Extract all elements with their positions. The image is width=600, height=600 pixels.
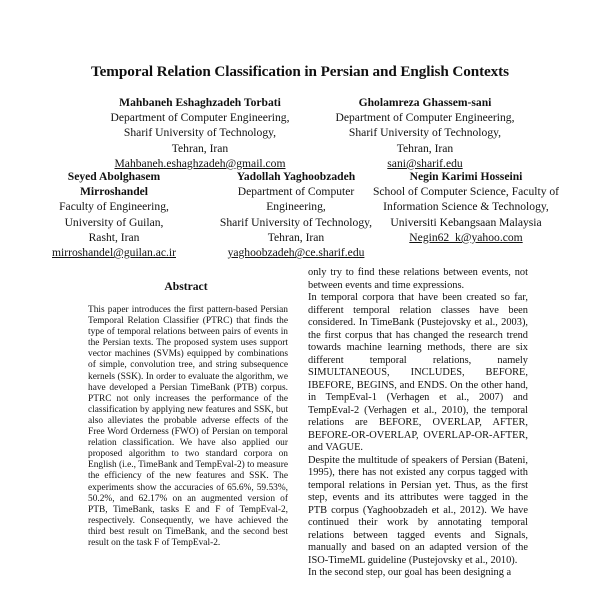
- body-paragraph: In the second step, our goal has been designing a: [308, 567, 512, 578]
- author-email-link[interactable]: yaghoobzadeh@ce.sharif.edu: [227, 246, 365, 260]
- author-affiliation-line: Tehran, Iran: [171, 141, 229, 155]
- body-paragraph: only try to find these relations between events, not between events and time expressions.: [308, 267, 528, 291]
- author-name: Mahbaneh Eshaghzadeh Torbati: [119, 96, 281, 109]
- author-block: [210, 169, 382, 260]
- author-affiliation-line: Department of Computer Engineering,: [237, 185, 355, 214]
- body-paragraph: In temporal corpora that have been created so far, different temporal relation classes have been considered. In TimeBank (Pustejovsky et al., 2003), the first corpus that has changed the research trend towards machine learning methods, there are six different temporal relations, namely SIMULTANEOUS, INCLUDES, BEFORE, IBEFORE, BEGINS, and ENDS. On the other hand, in TempEval-1 (Verhagen et al., 2007) and TempEval-2 (Verhagen et al., 2010), the temporal relations are BEFORE, OVERLAP, AFTER, BEFORE-OR-OVERLAP, OVERLAP-OR-AFTER, and VAGUE.: [308, 292, 528, 453]
- author-affiliation-line: Department of Computer Engineering,: [110, 111, 290, 125]
- author-block: [80, 95, 320, 171]
- abstract-heading: Abstract: [164, 280, 208, 293]
- author-name: Yadollah Yaghoobzadeh: [236, 170, 356, 183]
- paper-title: Temporal Relation Classification in Persian and English Contexts: [91, 63, 509, 80]
- author-block: [300, 95, 550, 171]
- author-block: [44, 169, 184, 260]
- author-email-link[interactable]: Negin62_k@yahoo.com: [409, 230, 523, 244]
- author-affiliation-line: University of Guilan,: [64, 215, 164, 229]
- author-affiliation-line: Department of Computer Engineering,: [335, 111, 515, 125]
- body-column: [308, 267, 528, 580]
- author-affiliation-line: Sharif University of Technology,: [123, 126, 277, 140]
- abstract-text: This paper introduces the first pattern-based Persian Temporal Relation Classifier (PTRC) that finds the type of temporal relations between pairs of events in the Persian texts. The proposed system uses support vector machines (SVMs) equipped by combinations of simple, convolution tree, and string subsequence kernels (SSK). In order to evaluate the algorithm, we have developed a Persian TimeBank (PTB) corpus. PTRC not only increases the performance of the classification by applying new features and SSK, but also alleviates the probable adverse effects of the Free Word Orderness (FWO) of Persian on temporal relation classification. We have also applied our proposed algorithm to two standard corpora on English (i.e., TimeBank and TempEval-2) to measure the efficiency of the new features and SSK. The experiments show the accuracies of 65.6%, 59.53%, 50.2%, and 62.17% on an augmented version of PTB, TimeBank, tasks E and F of TempEval-2, respectively. Consequently, we have achieved the third best result on TimeBank, and the second best result on the task F of TempEval-2.: [88, 305, 288, 548]
- author-email-link[interactable]: sani@sharif.edu: [387, 156, 463, 170]
- author-affiliation-line: Rasht, Iran: [88, 230, 140, 244]
- author-affiliation-line: Sharif University of Technology,: [348, 126, 502, 140]
- author-name: Negin Karimi Hosseini: [409, 170, 523, 183]
- author-email-link[interactable]: mirroshandel@guilan.ac.ir: [52, 246, 176, 260]
- author-name: Gholamreza Ghassem-sani: [358, 96, 492, 109]
- author-affiliation-line: Tehran, Iran: [396, 141, 454, 155]
- author-affiliation-line: School of Computer Science, Faculty of Information Science & Technology, Universiti Kebangsaan Malaysia: [372, 185, 560, 229]
- author-email-link[interactable]: Mahbaneh.eshaghzadeh@gmail.com: [114, 156, 286, 170]
- author-affiliation-line: Faculty of Engineering,: [59, 200, 169, 214]
- author-affiliation-line: Sharif University of Technology, Tehran, Iran: [219, 215, 373, 244]
- author-name: Seyed Abolghasem Mirroshandel: [67, 170, 161, 199]
- body-paragraph: Despite the multitude of speakers of Persian (Bateni, 1995), there has not existed any corpus tagged with temporal relations in Persian yet. Thus, as the first step, events and its attributes were tagged in the PTB corpus (Yaghoobzadeh et al., 2012). We have continued their work by annotating temporal relations between tagged events and Signals, manually and based on an adapted version of the ISO-TimeML guideline (Pustejovsky et al., 2010).: [308, 454, 528, 566]
- author-block: [372, 169, 560, 245]
